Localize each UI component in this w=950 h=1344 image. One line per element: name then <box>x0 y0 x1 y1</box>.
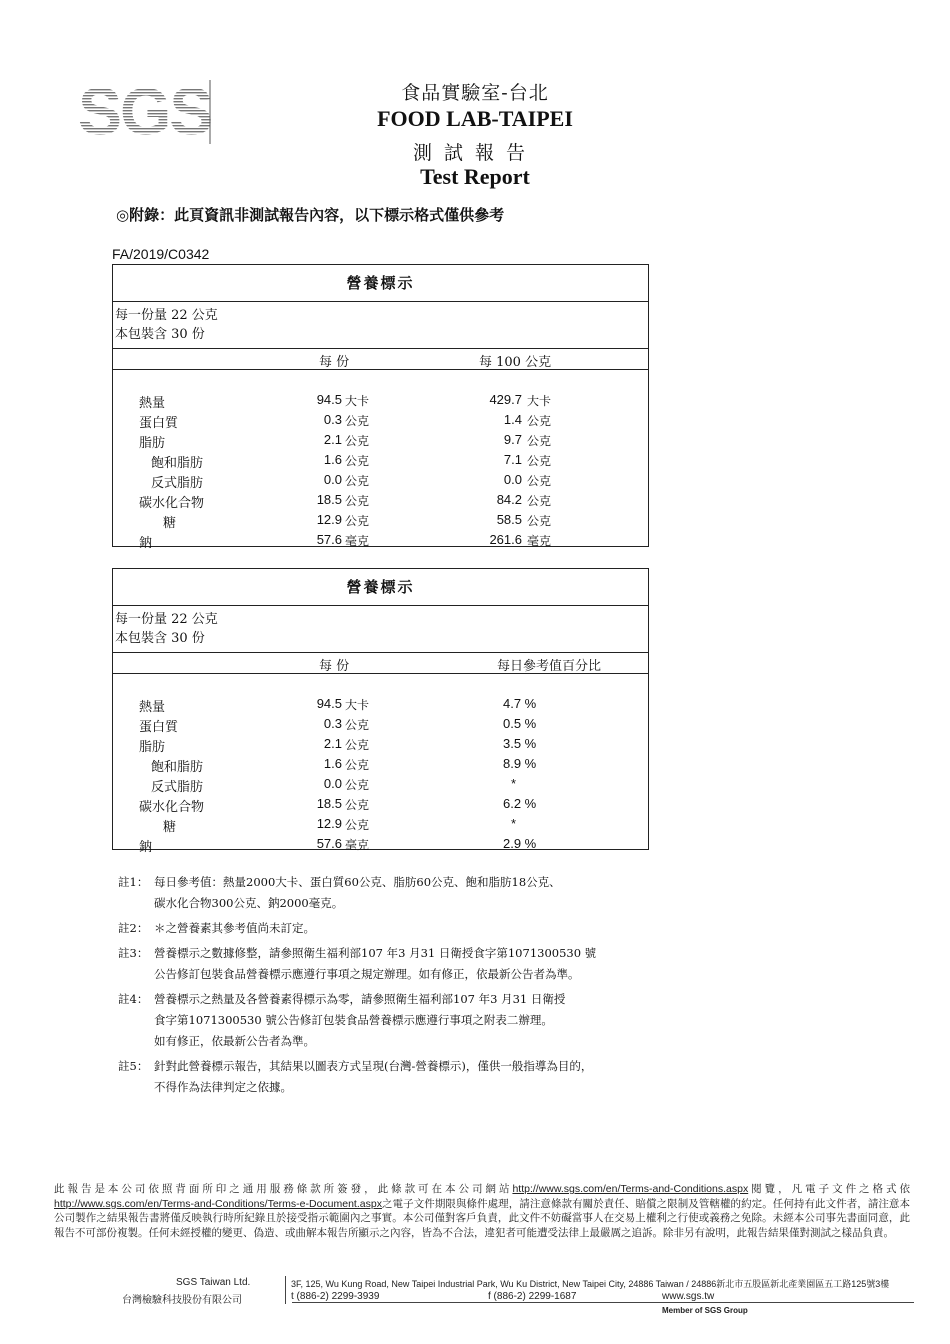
per-serving-value: 2.1 <box>323 432 342 447</box>
legal-text-a: 此報告是本公司依照背面所印之通用服務條款所簽發，此條款可在本公司網站 <box>54 1183 513 1195</box>
nutrient-label: 蛋白質 <box>139 720 179 735</box>
column-header-per-100g: 每 100 公克 <box>479 355 552 370</box>
servings-per-package: 本包裝含 30 份 <box>115 327 205 342</box>
column-header-per-serving: 每 份 <box>319 659 350 674</box>
per-100g-value: 1.4 <box>503 412 522 427</box>
daily-value-percent: 2.9 % <box>503 836 537 851</box>
company-name-en: SGS Taiwan Ltd. <box>176 1277 251 1288</box>
footnote <box>118 872 738 914</box>
per-serving-unit: 公克 <box>345 758 370 772</box>
per-100g-unit: 公克 <box>527 454 552 468</box>
per-serving-unit: 公克 <box>345 778 370 792</box>
per-100g-unit: 毫克 <box>527 534 552 548</box>
footnote <box>118 918 738 939</box>
nutrient-label: 熱量 <box>139 396 166 411</box>
per-100g-unit: 公克 <box>527 414 552 428</box>
nutrient-label: 飽和脂肪 <box>151 760 204 775</box>
footnote-line: 碳水化合物300公克、鈉2000毫克。 <box>154 896 344 910</box>
per-100g-value: 7.1 <box>503 452 522 467</box>
nutrient-row <box>113 714 648 734</box>
e-document-terms-link[interactable]: http://www.sgs.com/en/Terms-and-Conditions/Terms-e-Document.aspx <box>54 1197 382 1210</box>
footnote-line: 不得作為法律判定之依據。 <box>154 1080 292 1094</box>
nutrient-label: 反式脂肪 <box>151 780 204 795</box>
nutrient-label: 鈉 <box>139 840 153 855</box>
footnote-line: 針對此營養標示報告，其結果以圖表方式呈現(台灣-營養標示)，僅供一般指導為目的， <box>154 1059 593 1073</box>
per-serving-unit: 公克 <box>345 514 370 528</box>
per-serving-value: 12.9 <box>316 816 342 831</box>
per-serving-unit: 公克 <box>345 718 370 732</box>
company-website[interactable]: www.sgs.tw <box>662 1291 715 1302</box>
nutrient-row <box>113 734 648 754</box>
footnote-key: 註5： <box>118 1059 149 1073</box>
nutrient-label: 糖 <box>163 516 177 531</box>
per-100g-unit: 公克 <box>527 494 552 508</box>
nutrient-label: 熱量 <box>139 700 166 715</box>
serving-info <box>113 606 648 653</box>
appendix-note: ◎附錄：此頁資訊非測試報告內容，以下標示格式僅供參考 <box>116 206 505 224</box>
per-serving-unit: 大卡 <box>345 698 370 712</box>
footnote-line: 公告修訂包裝食品營養標示應遵行事項之規定辦理。如有修正，依最新公告者為準。 <box>154 967 580 981</box>
table-title: 營養標示 <box>113 569 648 606</box>
per-serving-unit: 公克 <box>345 798 370 812</box>
per-serving-unit: 公克 <box>345 494 370 508</box>
per-serving-unit: 公克 <box>345 434 370 448</box>
column-header-daily-value-percent: 每日參考值百分比 <box>497 659 602 674</box>
per-serving-unit: 公克 <box>345 454 370 468</box>
daily-value-percent: 4.7 % <box>503 696 537 711</box>
per-100g-value: 0.0 <box>503 472 522 487</box>
per-serving-value: 0.0 <box>323 776 342 791</box>
lab-name-zh: 食品實驗室-台北 <box>401 82 549 104</box>
serving-info <box>113 302 648 349</box>
table-title: 營養標示 <box>113 265 648 302</box>
per-100g-unit: 大卡 <box>527 394 552 408</box>
servings-per-package: 本包裝含 30 份 <box>115 631 205 646</box>
daily-value-percent: 8.9 % <box>503 756 537 771</box>
company-telephone: t (886-2) 2299-3939 <box>291 1291 380 1302</box>
per-100g-unit: 公克 <box>527 514 552 528</box>
per-100g-value: 84.2 <box>496 492 522 507</box>
nutrient-label: 蛋白質 <box>139 416 179 431</box>
footer-rule <box>292 1302 914 1303</box>
report-title-zh: 測試報告 <box>412 142 537 164</box>
per-serving-value: 94.5 <box>316 696 342 711</box>
nutrient-label: 反式脂肪 <box>151 476 204 491</box>
nutrient-row <box>113 510 648 530</box>
per-serving-value: 0.3 <box>323 716 342 731</box>
footnote <box>118 989 738 1052</box>
terms-link[interactable]: http://www.sgs.com/en/Terms-and-Conditions.aspx <box>512 1183 749 1195</box>
nutrient-label: 脂肪 <box>139 740 166 755</box>
per-100g-value: 9.7 <box>503 432 522 447</box>
per-100g-value: 429.7 <box>489 392 522 407</box>
footnote-line: 每日參考值：熱量2000大卡、蛋白質60公克、脂肪60公克、飽和脂肪18公克、 <box>154 875 561 889</box>
per-serving-unit: 毫克 <box>345 838 370 852</box>
serving-size: 每一份量 22 公克 <box>115 612 218 627</box>
per-100g-value: 58.5 <box>496 512 522 527</box>
per-serving-unit: 大卡 <box>345 394 370 408</box>
nutrient-row <box>113 390 648 410</box>
legal-text-c: 之電子文件期限與條件處理，請注意條款有關於責任、賠償之限制及管轄權的約定。任何持有此文件者，請注意本公司製作之結果報告書將僅反映執行時所紀錄且於接受指示範圍內之事實。本公司僅對客戶負責，此文件不妨礙當事人在交易上權利之行使或義務之免除。未經本公司事先書面同意，此報告不可部份複製。任何未經授權的變更、偽造、或曲解本報告所顯示之內容，皆為不合法，違犯者可能遭受法律上最嚴厲之追訴。除非另有說明，此報告結果僅對測試之樣品負責。 <box>54 1197 910 1239</box>
footer-divider <box>285 1276 286 1304</box>
footnote-line: 營養標示之熱量及各營養素得標示為零，請參照衛生福利部107 年3 月31 日衛授 <box>154 992 566 1006</box>
footnote-key: 註3： <box>118 946 149 960</box>
company-name-zh: 台灣檢驗科技股份有限公司 <box>122 1295 242 1306</box>
nutrient-label: 碳水化合物 <box>139 496 205 511</box>
footnote <box>118 943 738 985</box>
footnotes <box>118 872 738 1098</box>
daily-value-percent: * <box>511 816 517 831</box>
nutrient-row <box>113 430 648 450</box>
footnote-key: 註1： <box>118 875 149 889</box>
daily-value-percent: 0.5 % <box>503 716 537 731</box>
per-serving-value: 12.9 <box>316 512 342 527</box>
per-serving-value: 0.3 <box>323 412 342 427</box>
daily-value-percent: 6.2 % <box>503 796 537 811</box>
per-serving-value: 2.1 <box>323 736 342 751</box>
per-serving-value: 1.6 <box>323 756 342 771</box>
nutrient-row <box>113 470 648 490</box>
nutrient-rows <box>113 370 648 550</box>
per-serving-value: 18.5 <box>316 492 342 507</box>
column-header-row <box>113 653 648 674</box>
report-number: FA/2019/C0342 <box>112 246 210 262</box>
nutrient-label: 飽和脂肪 <box>151 456 204 471</box>
per-serving-unit: 公克 <box>345 818 370 832</box>
company-address: 3F, 125, Wu Kung Road, New Taipei Industrial Park, Wu Ku District, New Taipei City, 24886 Taiwan / 24886新北市五股區新北產業園區五工路125號3樓 <box>291 1279 890 1289</box>
nutrition-table-per-100g <box>112 264 649 551</box>
column-header-row <box>113 349 648 370</box>
footnote-key: 註4： <box>118 992 149 1006</box>
daily-value-percent: 3.5 % <box>503 736 537 751</box>
nutrient-row <box>113 794 648 814</box>
per-serving-unit: 毫克 <box>345 534 370 548</box>
legal-text-b: 閱覽，凡電子文件之格式依 <box>748 1183 911 1195</box>
report-title-en: Test Report <box>420 164 530 189</box>
footnote-line: 營養標示之數據修整，請參照衛生福利部107 年3 月31 日衛授食字第1071300530 號 <box>154 946 597 960</box>
nutrient-label: 脂肪 <box>139 436 166 451</box>
nutrient-rows <box>113 674 648 854</box>
serving-size: 每一份量 22 公克 <box>115 308 218 323</box>
per-serving-value: 57.6 <box>316 532 342 547</box>
nutrient-label: 鈉 <box>139 536 153 551</box>
nutrient-row <box>113 490 648 510</box>
nutrient-label: 糖 <box>163 820 177 835</box>
nutrient-row <box>113 450 648 470</box>
per-serving-value: 57.6 <box>316 836 342 851</box>
nutrient-row <box>113 774 648 794</box>
per-serving-unit: 公克 <box>345 738 370 752</box>
nutrient-row <box>113 410 648 430</box>
footnote-key: 註2： <box>118 921 149 935</box>
per-serving-unit: 公克 <box>345 474 370 488</box>
footnote-line: 如有修正，依最新公告者為準。 <box>154 1034 315 1048</box>
per-serving-value: 18.5 <box>316 796 342 811</box>
nutrient-row <box>113 814 648 834</box>
nutrient-label: 碳水化合物 <box>139 800 205 815</box>
svg-text:SGS: SGS <box>78 74 212 144</box>
footnote <box>118 1056 738 1098</box>
legal-disclaimer <box>54 1182 910 1240</box>
nutrient-row <box>113 834 648 854</box>
daily-value-percent: * <box>511 776 517 791</box>
sgs-group-member: Member of SGS Group <box>662 1306 748 1315</box>
per-serving-unit: 公克 <box>345 414 370 428</box>
per-100g-unit: 公克 <box>527 434 552 448</box>
per-100g-value: 261.6 <box>489 532 522 547</box>
footnote-line: ＊之營養素其參考值尚未訂定。 <box>154 921 315 935</box>
per-serving-value: 1.6 <box>323 452 342 467</box>
company-fax: f (886-2) 2299-1687 <box>488 1291 577 1302</box>
column-header-per-serving: 每 份 <box>319 355 350 370</box>
nutrient-row <box>113 694 648 714</box>
nutrient-row <box>113 754 648 774</box>
per-serving-value: 94.5 <box>316 392 342 407</box>
nutrient-row <box>113 530 648 550</box>
per-serving-value: 0.0 <box>323 472 342 487</box>
lab-name-en: FOOD LAB-TAIPEI <box>377 106 573 131</box>
footnote-line: 食字第1071300530 號公告修訂包裝食品營養標示應遵行事項之附表二辦理。 <box>154 1013 553 1027</box>
per-100g-unit: 公克 <box>527 474 552 488</box>
nutrition-table-daily-value <box>112 568 649 855</box>
